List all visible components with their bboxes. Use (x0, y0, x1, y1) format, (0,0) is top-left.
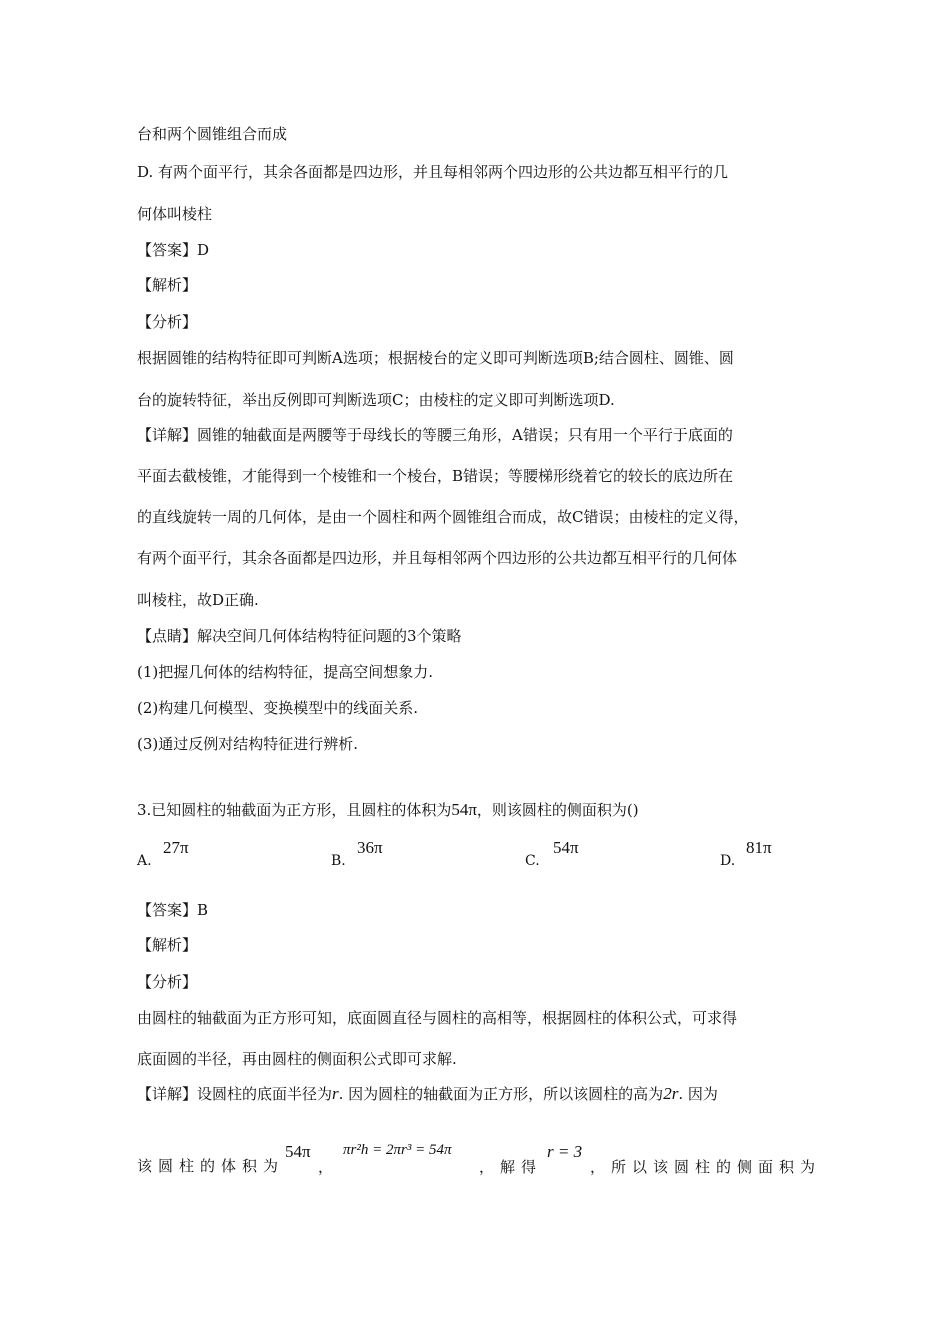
fenxi-line: 由圆柱的轴截面为正方形可知，底面圆直径与圆柱的高相等，根据圆柱的体积公式，可求得 (137, 1009, 738, 1027)
fenxi-heading: 【分析】 (137, 313, 198, 331)
question-3-stem (137, 800, 639, 820)
volume-formula: πr²h = 2πr³ = 54π (343, 1142, 452, 1158)
comma: ， (318, 1158, 334, 1176)
option-a-letter: A. (137, 853, 152, 869)
radius-symbol: r (332, 1084, 339, 1103)
text-line: 根据圆锥的结构特征即可判断A选项；根据棱台的定义即可判断选项B;结合圆柱、圆锥、圆 (137, 349, 734, 367)
text-line: 台和两个圆锥组合而成 (137, 125, 288, 143)
option-c-letter: C. (525, 853, 540, 869)
analysis-heading: 【解析】 (137, 936, 198, 954)
radius-solution: r = 3 (547, 1142, 583, 1161)
detail-text: . 因为圆柱的轴截面为正方形，所以该圆柱的高为 (338, 1085, 664, 1103)
strategy-item: (1)把握几何体的结构特征，提高空间想象力. (137, 663, 434, 681)
answer-label: 【答案】B (137, 901, 209, 919)
answer-label: 【答案】D (137, 241, 210, 259)
detail-line: 【详解】圆锥的轴截面是两腰等于母线长的等腰三角形，A错误；只有用一个平行于底面的 (137, 426, 733, 444)
detail-line: 有两个面平行，其余各面都是四边形，并且每相邻两个四边形的公共边都互相平行的几何体 (137, 549, 738, 567)
volume-value: 54π (285, 1142, 311, 1161)
detail-line (137, 1084, 718, 1104)
detail-text: ，所以该圆柱的侧面积为 (590, 1158, 822, 1176)
option-a-value: 27π (163, 838, 189, 857)
question-3-stem-text: ，则该圆柱的侧面积为() (476, 801, 639, 819)
detail-line (137, 1156, 284, 1176)
detail-text: 该圆柱的体积为 (137, 1157, 285, 1175)
option-d-statement: D. 有两个面平行，其余各面都是四边形，并且每相邻两个四边形的公共边都互相平行的几 (137, 163, 729, 181)
dianjing-heading: 【点睛】解决空间几何体结构特征问题的3个策略 (137, 627, 462, 645)
detail-text: 【详解】设圆柱的底面半径为 (137, 1085, 333, 1103)
strategy-item: (2)构建几何模型、变换模型中的线面关系. (137, 699, 419, 717)
option-d-letter: D. (720, 853, 736, 869)
strategy-item: (3)通过反例对结构特征进行辨析. (137, 735, 359, 753)
fenxi-heading: 【分析】 (137, 973, 198, 991)
option-b-value: 36π (357, 838, 383, 857)
fenxi-line: 底面圆的半径，再由圆柱的侧面积公式即可求解. (137, 1050, 457, 1068)
text-line: 台的旋转特征，举出反例即可判断选项C；由棱柱的定义即可判断选项D. (137, 391, 615, 409)
analysis-heading: 【解析】 (137, 276, 198, 294)
option-c-value: 54π (553, 838, 579, 857)
option-d-value: 81π (746, 838, 772, 857)
text-line: 何体叫棱柱 (137, 205, 213, 223)
question-3-stem-text: 3.已知圆柱的轴截面为正方形，且圆柱的体积为 (137, 801, 452, 819)
detail-line: 平面去截棱锥，才能得到一个棱锥和一个棱台，B错误；等腰梯形绕着它的较长的底边所在 (137, 467, 734, 485)
height-expression: 2r (663, 1084, 679, 1103)
detail-text: . 因为 (678, 1085, 718, 1103)
volume-value: 54π (451, 800, 477, 819)
option-b-letter: B. (331, 853, 346, 869)
detail-line: 叫棱柱，故D正确. (137, 591, 259, 609)
detail-text: ，解得 (479, 1158, 543, 1176)
detail-line: 的直线旋转一周的几何体，是由一个圆柱和两个圆锥组合而成，故C错误；由棱柱的定义得， (137, 508, 749, 526)
